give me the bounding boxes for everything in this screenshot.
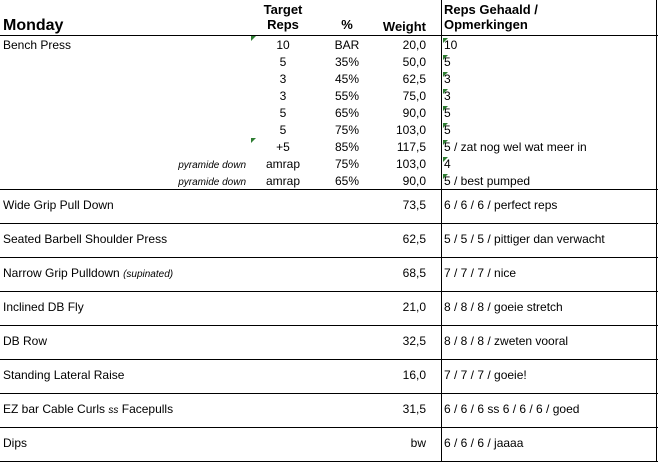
- set-reps-done[interactable]: 5: [444, 55, 451, 69]
- set-weight[interactable]: 75,0: [402, 89, 426, 103]
- exercise-name[interactable]: [3, 367, 124, 384]
- exercise-modifier: (supinated): [123, 269, 174, 280]
- row-divider: [0, 359, 658, 360]
- comment-marker-icon: [443, 89, 448, 94]
- exercise-name-text: DB Row: [3, 334, 48, 348]
- set-percent[interactable]: 65%: [334, 106, 360, 120]
- exercise-reps-done[interactable]: 7 / 7 / 7 / nice: [444, 266, 517, 280]
- comment-marker-icon: [443, 140, 448, 145]
- exercise-weight[interactable]: 68,5: [402, 266, 426, 280]
- exercise-weight[interactable]: 73,5: [402, 198, 426, 212]
- exercise-reps-done[interactable]: 8 / 8 / 8 / goeie stretch: [444, 300, 563, 314]
- exercise-reps-done[interactable]: 6 / 6 / 6 / jaaaa: [444, 436, 524, 450]
- row-divider: [0, 427, 658, 428]
- set-percent[interactable]: 75%: [334, 157, 360, 171]
- set-target-reps[interactable]: 3: [279, 72, 287, 86]
- row-divider: [0, 393, 658, 394]
- set-target-reps[interactable]: 5: [279, 106, 287, 120]
- set-weight[interactable]: 103,0: [395, 123, 426, 137]
- exercise-name[interactable]: [3, 265, 173, 283]
- set-percent[interactable]: 45%: [334, 72, 360, 86]
- exercise-name[interactable]: [3, 401, 173, 419]
- set-percent[interactable]: 75%: [334, 123, 360, 137]
- exercise-reps-done[interactable]: 6 / 6 / 6 ss 6 / 6 / 6 / goed: [444, 402, 580, 416]
- header-divider: [0, 35, 658, 36]
- set-reps-done[interactable]: 5: [444, 106, 451, 120]
- set-reps-done[interactable]: 3: [444, 89, 451, 103]
- exercise-name-bench-press[interactable]: Bench Press: [3, 38, 72, 52]
- set-percent[interactable]: 55%: [334, 89, 360, 103]
- right-border: [656, 0, 657, 462]
- comment-marker-icon: [443, 157, 448, 162]
- set-reps-done[interactable]: 4: [444, 157, 451, 171]
- target-reps-header-line2[interactable]: Reps: [267, 17, 299, 32]
- exercise-reps-done[interactable]: 5 / 5 / 5 / pittiger dan verwacht: [444, 232, 605, 246]
- exercise-name-text: EZ bar Cable Curls: [3, 402, 106, 416]
- set-reps-done[interactable]: 10: [444, 38, 458, 52]
- set-target-reps[interactable]: amrap: [265, 174, 300, 188]
- set-target-reps[interactable]: 3: [279, 89, 287, 103]
- set-target-reps[interactable]: amrap: [265, 157, 300, 171]
- percent-header[interactable]: %: [341, 17, 353, 32]
- set-percent[interactable]: 35%: [334, 55, 360, 69]
- set-percent[interactable]: 65%: [334, 174, 360, 188]
- exercise-modifier: ss: [108, 405, 119, 416]
- exercise-reps-done[interactable]: 7 / 7 / 7 / goeie!: [444, 368, 527, 382]
- set-percent[interactable]: 85%: [334, 140, 360, 154]
- exercise-reps-done[interactable]: 8 / 8 / 8 / zweten vooral: [444, 334, 569, 348]
- exercise-name-text: Seated Barbell Shoulder Press: [3, 232, 168, 246]
- set-weight[interactable]: 62,5: [402, 72, 426, 86]
- exercise-name-text: Dips: [3, 436, 28, 450]
- set-reps-done[interactable]: 5 / best pumped: [444, 174, 531, 188]
- comment-marker-icon: [443, 106, 448, 111]
- set-percent[interactable]: BAR: [334, 38, 360, 52]
- exercise-name-superset: Facepulls: [121, 402, 174, 416]
- set-weight[interactable]: 90,0: [402, 106, 426, 120]
- weight-header[interactable]: Weight: [382, 19, 426, 34]
- reps-notes-header-line1[interactable]: Reps Gehaald /: [444, 2, 538, 17]
- exercise-name-text: Inclined DB Fly: [3, 300, 84, 314]
- set-weight[interactable]: 50,0: [402, 55, 426, 69]
- row-divider: [0, 257, 658, 258]
- set-target-reps[interactable]: +5: [276, 140, 290, 154]
- set-reps-done[interactable]: 3: [444, 72, 451, 86]
- exercise-name-text: Standing Lateral Raise: [3, 368, 125, 382]
- set-target-reps[interactable]: 10: [276, 38, 290, 52]
- target-reps-header-line1[interactable]: Target: [263, 2, 303, 17]
- comment-marker-icon: [443, 72, 448, 77]
- set-weight[interactable]: 90,0: [402, 174, 426, 188]
- comment-marker-icon: [251, 36, 256, 41]
- comment-marker-icon: [443, 38, 448, 43]
- exercise-name-text: Wide Grip Pull Down: [3, 198, 114, 212]
- set-weight[interactable]: 20,0: [402, 38, 426, 52]
- row-divider: [0, 189, 658, 190]
- comment-marker-icon: [443, 55, 448, 60]
- exercise-weight[interactable]: 21,0: [402, 300, 426, 314]
- day-title[interactable]: Monday: [3, 17, 64, 34]
- set-reps-done[interactable]: 5: [444, 123, 451, 137]
- set-note[interactable]: pyramide down: [178, 177, 246, 188]
- set-target-reps[interactable]: 5: [279, 55, 287, 69]
- exercise-weight[interactable]: 62,5: [402, 232, 426, 246]
- comment-marker-icon: [443, 123, 448, 128]
- exercise-reps-done[interactable]: 6 / 6 / 6 / perfect reps: [444, 198, 558, 212]
- set-note[interactable]: pyramide down: [178, 160, 246, 171]
- set-weight[interactable]: 117,5: [396, 140, 426, 154]
- exercise-weight[interactable]: 32,5: [402, 334, 426, 348]
- set-reps-done[interactable]: 5 / zat nog wel wat meer in: [444, 140, 587, 154]
- exercise-name[interactable]: [3, 333, 47, 350]
- set-weight[interactable]: 103,0: [395, 157, 426, 171]
- exercise-name[interactable]: [3, 435, 27, 452]
- exercise-name-text: Narrow Grip Pulldown: [3, 266, 120, 280]
- row-divider: [0, 223, 658, 224]
- reps-notes-header-line2[interactable]: Opmerkingen: [444, 17, 528, 32]
- exercise-name[interactable]: [3, 197, 114, 214]
- column-divider: [441, 0, 442, 462]
- exercise-name[interactable]: [3, 231, 167, 248]
- comment-marker-icon: [443, 174, 448, 179]
- exercise-weight[interactable]: 16,0: [402, 368, 426, 382]
- set-target-reps[interactable]: 5: [279, 123, 287, 137]
- comment-marker-icon: [251, 138, 256, 143]
- exercise-weight[interactable]: bw: [410, 436, 426, 450]
- exercise-name[interactable]: [3, 299, 84, 316]
- row-divider: [0, 291, 658, 292]
- row-divider: [0, 325, 658, 326]
- exercise-weight[interactable]: 31,5: [402, 402, 426, 416]
